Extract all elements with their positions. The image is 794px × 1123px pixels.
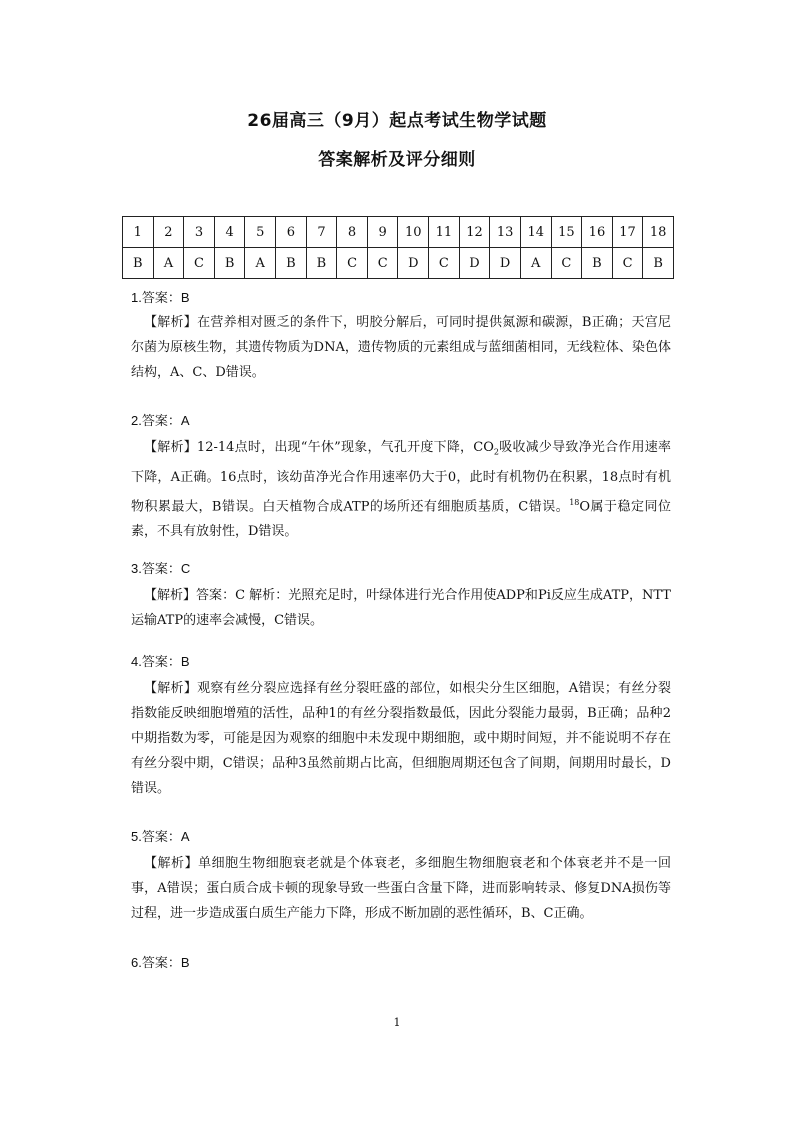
answer-cell: A [153,248,184,279]
answer-cell: D [490,248,521,279]
analysis-2 [131,435,671,539]
question-number-cell: 17 [612,217,643,248]
answer-cell: B [123,248,154,279]
answer-label-4: 4.答案：B [131,654,190,669]
answer-cell: C [337,248,368,279]
analysis-tag: 【解析】 [144,588,197,603]
answer-table-number-row [123,217,674,248]
question-number-cell: 5 [245,217,276,248]
answer-cell: C [551,248,582,279]
question-number-cell: 2 [153,217,184,248]
analysis-text: 观察有丝分裂应选择有丝分裂旺盛的部位，如根尖分生区细胞，A错误；有丝分裂指数能反映细胞增殖的活性，品种1的有丝分裂指数最低，因此分裂能力最弱，B正确；品种2中期指数为零，可能是因为观察的细胞中未发现中期细胞，或中期时间短，并不能说明不存在有丝分裂中期，C错误；品种3虽然前期占比高，但细胞周期还包含了间期，间期用时最长，D错误。 [131,681,671,796]
answer-cell: B [214,248,245,279]
question-number-cell: 7 [306,217,337,248]
answer-label-2: 2.答案：A [131,413,190,428]
answer-cell: B [643,248,674,279]
answer-label-3: 3.答案：C [131,561,191,576]
page-title: 26届高三（9月）起点考试生物学试题 [247,111,547,131]
question-number-cell: 11 [429,217,460,248]
question-number-cell: 3 [184,217,215,248]
answer-cell: A [245,248,276,279]
page-number: 1 [393,1016,401,1029]
answer-label-6: 6.答案：B [131,955,190,970]
analysis-text: 在营养相对匮乏的条件下，明胶分解后，可同时提供氮源和碳源，B正确；天宫尼尔菌为原核生物，其遗传物质为DNA，遗传物质的元素组成与蓝细菌相同，无线粒体、染色体结构，A、C、D错误。 [131,315,671,380]
analysis-tag: 【解析】 [144,681,198,696]
question-number-cell: 8 [337,217,368,248]
question-number-cell: 4 [214,217,245,248]
answer-table [122,216,674,279]
analysis-text: O属于稳定同位素，不具有放射性，D错误。 [131,498,671,539]
analysis-text: 单细胞生物细胞衰老就是个体衰老，多细胞生物细胞衰老和个体衰老并不是一回事，A错误；蛋白质合成卡顿的现象导致一些蛋白含量下降，进而影响转录、修复DNA损伤等过程，进一步造成蛋白质生产能力下降，形成不断加剧的恶性循环，B、C正确。 [131,856,671,921]
question-number-cell: 9 [367,217,398,248]
analysis-4 [131,676,671,801]
analysis-text: 吸收减少导致净光合作用速率下降，A正确。16点时，该幼苗净光合作用速率仍大于0，此时有机物仍在积累，18点时有机物积累最大，B错误。白天植物合成ATP的场所还有细胞质基质，C错误。 [131,440,671,514]
superscript: 18 [569,497,580,507]
analysis-tag: 【解析】 [144,315,198,330]
question-number-cell: 10 [398,217,429,248]
answer-cell: D [398,248,429,279]
question-number-cell: 12 [459,217,490,248]
page-subtitle: 答案解析及评分细则 [318,150,476,170]
analysis-tag: 【解析】 [144,440,197,455]
answer-cell: B [582,248,613,279]
answer-cell: C [429,248,460,279]
analysis-5 [131,851,671,926]
answer-label-1: 1.答案：B [131,290,190,305]
answer-table-answer-row [123,248,674,279]
answer-cell: C [184,248,215,279]
analysis-tag: 【解析】 [144,856,199,871]
answer-cell: C [367,248,398,279]
answer-cell: B [306,248,337,279]
analysis-1 [131,310,671,385]
question-number-cell: 18 [643,217,674,248]
question-number-cell: 14 [520,217,551,248]
analysis-3 [131,583,671,633]
analysis-text: 答案：C 解析：光照充足时，叶绿体进行光合作用使ADP和Pi反应生成ATP，NTT运输ATP的速率会减慢，C错误。 [131,588,671,628]
answer-cell: C [612,248,643,279]
question-number-cell: 15 [551,217,582,248]
answer-cell: B [276,248,307,279]
question-number-cell: 6 [276,217,307,248]
question-number-cell: 1 [123,217,154,248]
analysis-text: 12-14点时，出现“午休”现象，气孔开度下降，CO [196,440,494,455]
question-number-cell: 13 [490,217,521,248]
answer-label-5: 5.答案：A [131,829,190,844]
answer-cell: D [459,248,490,279]
subscript: 2 [493,447,499,457]
answer-cell: A [520,248,551,279]
question-number-cell: 16 [582,217,613,248]
